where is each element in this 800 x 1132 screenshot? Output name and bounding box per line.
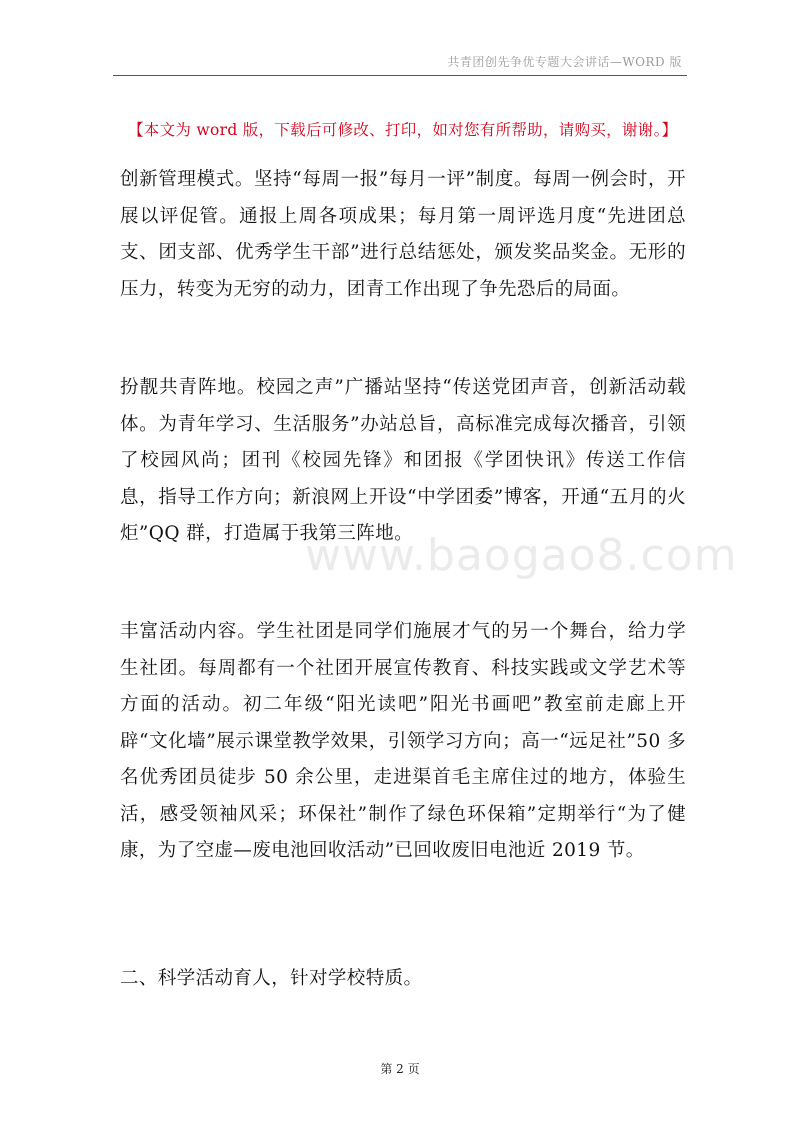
purchase-notice: 【本文为 word 版，下载后可修改、打印，如对您有所帮助，请购买，谢谢。】 [128, 121, 678, 139]
paragraph-activities: 丰富活动内容。学生社团是同学们施展才气的另一个舞台，给力学生社团。每周都有一个社团开展宣传教育、科技实践或文学艺术等方面的活动。初二年级“阳光读吧”阳光书画吧”教室前走廊上开辟“文化墙”展示课堂教学效果，引领学习方向；高一“远足社”50 多名优秀团员徒步 50 余公里，走进渠首毛主席住过的地方，体验生活，感受领袖风采；环保社”制作了绿色环保箱”定期举行“为了健康，为了空虚—废电池回收活动”已回收废旧电池近 2019 节。 [120, 621, 686, 861]
paragraph-management: 创新管理模式。坚持“每周一报”每月一评”制度。每周一例会时，开展以评促管。通报上周各项成果；每月第一周评选月度“先进团总支、团支部、优秀学生干部”进行总结惩处，颁发奖品奖金。无形的压力，转变为无穷的动力，团青工作出现了争先恐后的局面。 [120, 169, 686, 300]
page-number: 第 2 页 [380, 1062, 420, 1076]
header-divider [113, 75, 687, 76]
paragraph-position: 扮靓共青阵地。校园之声”广播站坚持“传送党团声音，创新活动载体。为青年学习、生活服务”办站总旨，高标准完成每次播音，引领了校园风尚；团刊《校园先锋》和团报《学团快讯》传送工作信息，指导工作方向；新浪网上开设“中学团委”博客，开通“五月的火炬”QQ 群，打造属于我第三阵地。 [120, 377, 686, 544]
watermark: www.baogao8.com [305, 530, 738, 581]
running-header: 共青团创先争优专题大会讲话—WORD 版 [447, 55, 682, 69]
section-heading: 二、科学活动育人，针对学校特质。 [120, 968, 423, 989]
